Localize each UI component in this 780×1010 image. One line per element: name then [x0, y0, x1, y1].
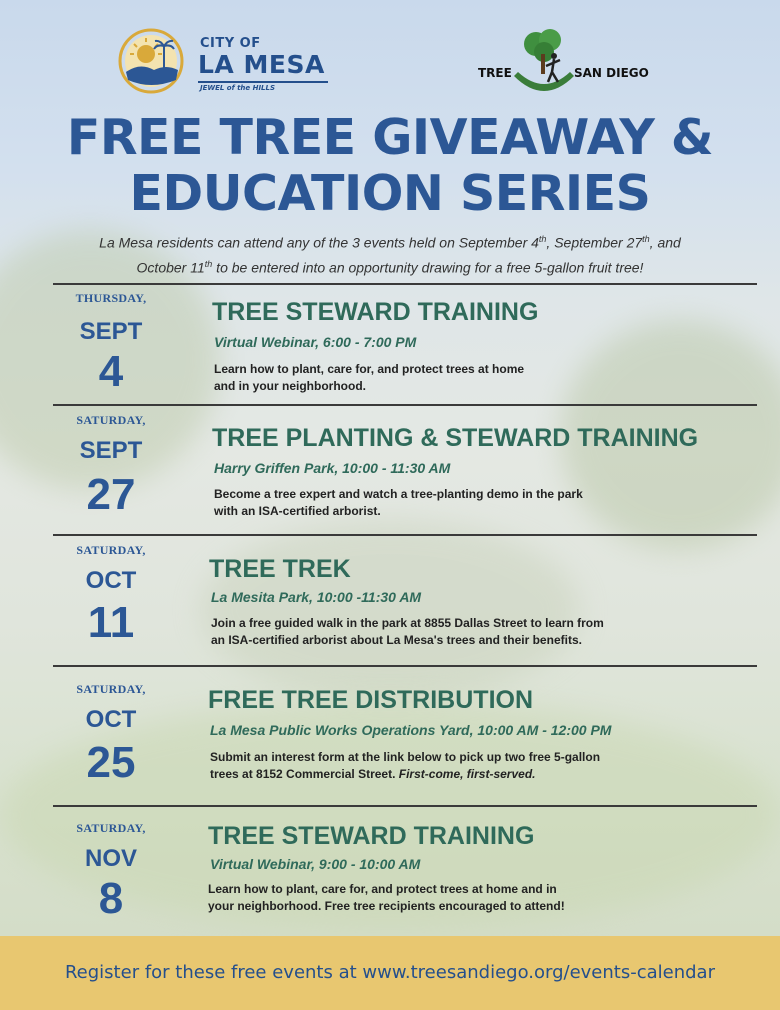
event-month: OCT — [85, 706, 137, 733]
la-mesa-logo-city-of: CITY OF — [200, 36, 261, 51]
event-day: SATURDAY, — [76, 682, 146, 696]
event-description — [214, 486, 583, 520]
footer-banner — [0, 936, 780, 1010]
event-description — [210, 749, 600, 783]
intro-superscript: th — [538, 234, 547, 244]
event-subtitle: La Mesa Public Works Operations Yard, 10:00 AM - 12:00 PM — [210, 722, 612, 738]
event-subtitle: Harry Griffen Park, 10:00 - 11:30 AM — [214, 460, 451, 476]
tree-san-diego-logo-tree: TREE — [478, 66, 512, 80]
event-date: 4 — [98, 347, 124, 396]
section-divider — [53, 534, 757, 536]
event-day: SATURDAY, — [76, 821, 146, 835]
intro-text-part: October 11 — [136, 259, 205, 276]
section-divider — [53, 283, 757, 285]
intro-text-part: to be entered into an opportunity drawing for a free 5-gallon fruit tree! — [212, 259, 644, 276]
event-day: THURSDAY, — [75, 291, 147, 305]
event-title: TREE STEWARD TRAINING — [212, 298, 539, 326]
event-description-line: Join a free guided walk in the park at 8855 Dallas Street to learn from — [211, 616, 604, 630]
la-mesa-sun-emblem-icon — [118, 28, 184, 94]
event-description-line: Submit an interest form at the link below to pick up two free 5-gallon — [210, 750, 601, 764]
event-month: SEPT — [79, 437, 143, 464]
flyer-title-line-2: EDUCATION SERIES — [129, 165, 651, 222]
la-mesa-logo — [118, 28, 333, 96]
intro-superscript: th — [642, 234, 650, 244]
event-subtitle: La Mesita Park, 10:00 -11:30 AM — [211, 589, 422, 605]
event-description-line: your neighborhood. Free tree recipients encouraged to attend! — [208, 899, 565, 913]
intro-text-part: , and — [649, 234, 681, 251]
la-mesa-logo-name: LA MESA — [198, 50, 325, 79]
tree-san-diego-tree-icon — [512, 26, 576, 102]
event-subtitle: Virtual Webinar, 9:00 - 10:00 AM — [210, 856, 421, 872]
event-date: 11 — [87, 598, 135, 647]
event-description-line: Learn how to plant, care for, and protect trees at home and in — [208, 882, 557, 896]
section-divider — [53, 665, 757, 667]
section-divider — [53, 404, 757, 406]
footer-register-text: Register for these free events at www.treesandiego.org/events-calendar — [64, 962, 715, 983]
event-subtitle: Virtual Webinar, 6:00 - 7:00 PM — [214, 334, 417, 350]
event-day: SATURDAY, — [76, 543, 146, 557]
event-title: FREE TREE DISTRIBUTION — [208, 686, 534, 714]
tree-san-diego-logo — [474, 26, 664, 106]
event-date: 8 — [98, 874, 124, 923]
event-description-line: an ISA-certified arborist about La Mesa's trees and their benefits. — [211, 633, 582, 647]
event-date: 27 — [86, 470, 136, 519]
la-mesa-logo-tagline: JEWEL of the HILLS — [200, 84, 276, 92]
intro-text-part: La Mesa residents can attend any of the 3 events held on September 4 — [99, 234, 539, 251]
event-description-line: and in your neighborhood. — [214, 379, 366, 393]
event-title: TREE PLANTING & STEWARD TRAINING — [212, 424, 699, 452]
section-divider — [53, 805, 757, 807]
event-month: NOV — [84, 845, 137, 872]
event-description-line: Learn how to plant, care for, and protect trees at home — [214, 362, 525, 376]
intro-text-part: , September 27 — [546, 234, 643, 251]
event-description — [208, 881, 565, 915]
event-description-line: Become a tree expert and watch a tree-planting demo in the park — [214, 487, 583, 501]
event-month: OCT — [85, 567, 137, 594]
intro-text — [30, 229, 750, 278]
event-month: SEPT — [79, 318, 143, 345]
event-date: 25 — [86, 738, 136, 787]
event-description-line: trees at 8152 Commercial Street. — [210, 767, 396, 781]
tree-san-diego-logo-san-diego: SAN DIEGO — [574, 66, 649, 80]
event-description-italic: First-come, first-served. — [395, 767, 536, 781]
event-title: TREE TREK — [209, 555, 351, 583]
intro-superscript: th — [204, 258, 213, 269]
la-mesa-logo-rule — [198, 81, 328, 83]
event-title: TREE STEWARD TRAINING — [208, 822, 535, 850]
event-description — [211, 615, 604, 649]
event-day: SATURDAY, — [76, 413, 146, 427]
event-description — [214, 361, 524, 395]
event-description-line: with an ISA-certified arborist. — [214, 504, 381, 518]
background-foliage — [200, 520, 580, 700]
flyer-title-line-1: FREE TREE GIVEAWAY & — [66, 109, 714, 166]
